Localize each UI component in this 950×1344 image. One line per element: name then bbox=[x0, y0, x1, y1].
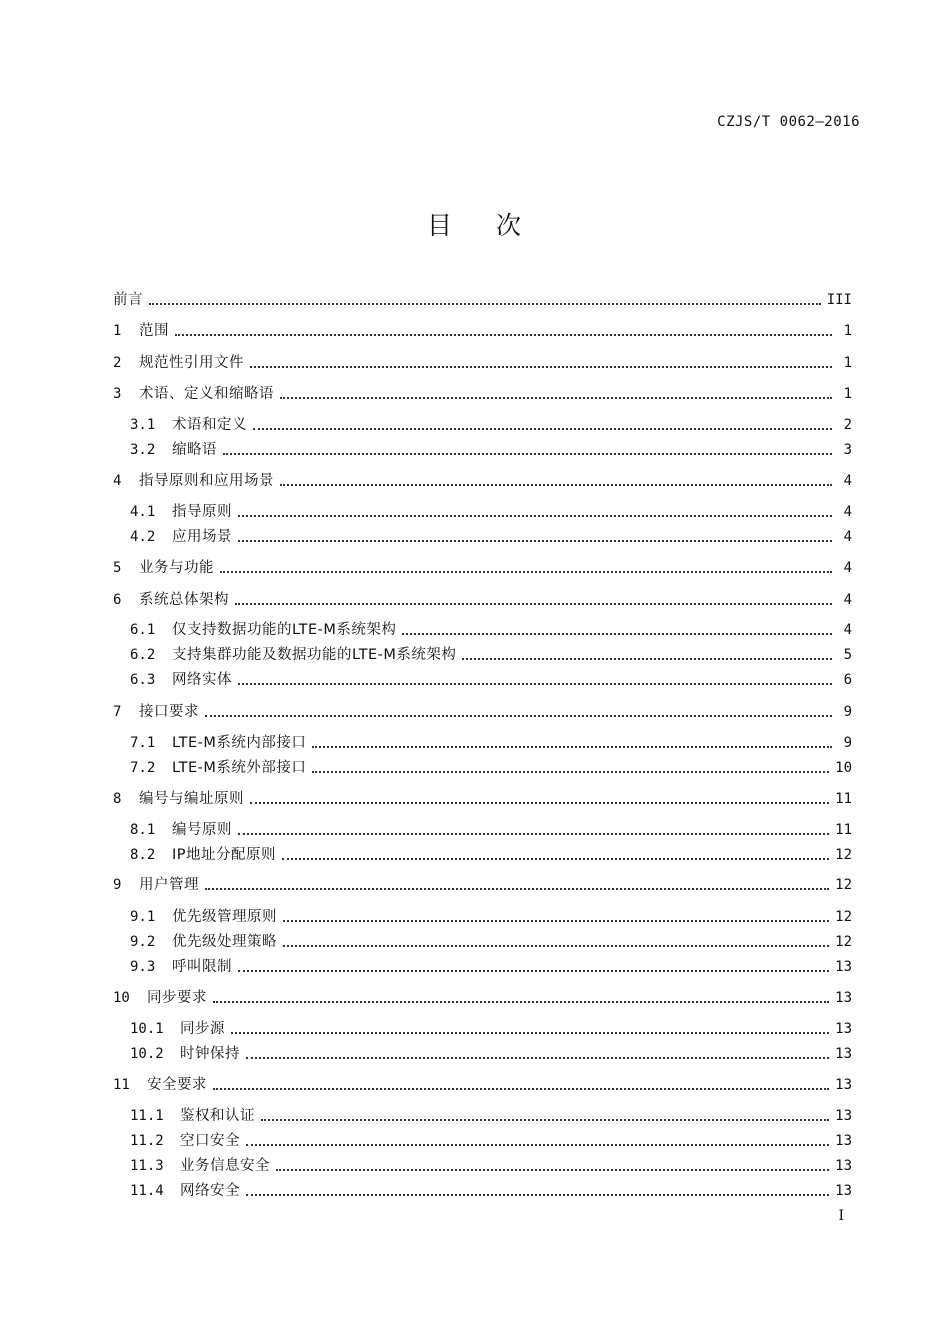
toc-entry-number: 7.2 bbox=[130, 760, 156, 776]
dot-leader bbox=[253, 427, 832, 430]
dot-leader bbox=[149, 302, 821, 305]
toc-entry-page: 12 bbox=[835, 847, 852, 863]
toc-entry[interactable] bbox=[0, 730, 852, 752]
toc-entry-number: 9.2 bbox=[130, 934, 156, 950]
toc-entry[interactable] bbox=[0, 1153, 852, 1175]
toc-entry-title: 缩略语 bbox=[172, 442, 217, 458]
toc-entry-label bbox=[130, 821, 232, 839]
toc-entry-number: 4.2 bbox=[130, 529, 156, 545]
dot-leader bbox=[283, 919, 829, 922]
toc-entry[interactable] bbox=[0, 954, 852, 976]
toc-entry-title: 网络安全 bbox=[180, 1183, 240, 1199]
toc-entry[interactable] bbox=[0, 904, 852, 926]
toc-entry-number: 3.2 bbox=[130, 442, 156, 458]
toc-entry[interactable] bbox=[0, 499, 852, 521]
toc-entry[interactable] bbox=[0, 381, 852, 403]
toc-entry-label bbox=[130, 1132, 240, 1150]
dot-leader bbox=[280, 396, 832, 399]
toc-entry-page: 1 bbox=[843, 386, 852, 402]
toc-entry-title: 网络实体 bbox=[172, 672, 232, 688]
toc-entry-number: 10.2 bbox=[130, 1046, 164, 1062]
toc-entry-number: 3 bbox=[113, 386, 122, 402]
toc-entry-page: 13 bbox=[835, 959, 852, 975]
dot-leader bbox=[250, 365, 832, 368]
toc-entry-label bbox=[130, 1045, 240, 1063]
dot-leader bbox=[238, 514, 832, 517]
title-char-2: 次 bbox=[496, 211, 524, 240]
toc-entry-number: 8.2 bbox=[130, 847, 156, 863]
toc-entry-page: 13 bbox=[835, 990, 852, 1006]
toc-entry-title: 规范性引用文件 bbox=[139, 355, 244, 371]
toc-entry-page: 9 bbox=[843, 704, 852, 720]
toc-entry-number: 6 bbox=[113, 592, 122, 608]
toc-entry-label bbox=[113, 591, 229, 609]
toc-entry-label bbox=[130, 846, 276, 864]
dot-leader bbox=[235, 602, 832, 605]
toc-entry-label bbox=[130, 1157, 270, 1175]
toc-entry-number: 6.3 bbox=[130, 672, 156, 688]
toc-entry[interactable] bbox=[0, 786, 852, 808]
toc-entry[interactable] bbox=[0, 1128, 852, 1150]
toc-entry[interactable] bbox=[0, 929, 852, 951]
toc-entry-title: 仅支持数据功能的LTE-M系统架构 bbox=[172, 622, 397, 638]
toc-entry-page: 12 bbox=[835, 934, 852, 950]
toc-entry[interactable] bbox=[0, 350, 852, 372]
toc-entry-title: LTE-M系统内部接口 bbox=[172, 735, 307, 751]
toc-entry-title: 应用场景 bbox=[172, 529, 232, 545]
toc-entry-title: 指导原则 bbox=[172, 504, 232, 520]
toc-entry-page: 13 bbox=[835, 1021, 852, 1037]
toc-entry-title: 用户管理 bbox=[139, 877, 199, 893]
dot-leader bbox=[280, 483, 832, 486]
toc-entry-title: 编号原则 bbox=[172, 822, 232, 838]
toc-entry-number: 8 bbox=[113, 791, 122, 807]
toc-entry-page: 4 bbox=[843, 504, 852, 520]
toc-entry-number: 1 bbox=[113, 323, 122, 339]
toc-entry-label bbox=[130, 1020, 225, 1038]
toc-entry[interactable] bbox=[0, 667, 852, 689]
toc-entry-title: IP地址分配原则 bbox=[172, 847, 277, 863]
toc-entry-label bbox=[130, 416, 247, 434]
toc-entry-number: 9.1 bbox=[130, 909, 156, 925]
toc-entry-label bbox=[113, 703, 199, 721]
toc-entry-page: 12 bbox=[835, 909, 852, 925]
title-char-1: 目 bbox=[426, 211, 454, 240]
toc-entry-page: 4 bbox=[843, 473, 852, 489]
toc-entry-page: III bbox=[826, 292, 852, 308]
toc-entry[interactable] bbox=[0, 985, 852, 1007]
dot-leader bbox=[238, 539, 832, 542]
toc-entry[interactable] bbox=[0, 1178, 852, 1200]
toc-entry-number: 6.1 bbox=[130, 622, 156, 638]
dot-leader bbox=[220, 570, 832, 573]
toc-entry-title: 前言 bbox=[113, 292, 143, 308]
toc-entry[interactable] bbox=[0, 1072, 852, 1094]
toc-entry-label bbox=[113, 354, 244, 372]
toc-entry-title: 业务信息安全 bbox=[180, 1158, 270, 1174]
toc-entry[interactable] bbox=[0, 1041, 852, 1063]
dot-leader bbox=[205, 714, 832, 717]
toc-entry[interactable] bbox=[0, 1016, 852, 1038]
dot-leader bbox=[175, 333, 832, 336]
toc-entry-label bbox=[113, 472, 274, 490]
toc-entry-page: 13 bbox=[835, 1133, 852, 1149]
toc-entry[interactable] bbox=[0, 412, 852, 434]
toc-entry-label bbox=[130, 908, 277, 926]
dot-leader bbox=[231, 1031, 829, 1034]
toc-entry-title: 安全要求 bbox=[147, 1077, 207, 1093]
document-code: CZJS/T 0062—2016 bbox=[717, 114, 860, 130]
toc-entry-title: 时钟保持 bbox=[180, 1046, 240, 1062]
toc-entry-number: 11.4 bbox=[130, 1183, 164, 1199]
toc-entry-title: 编号与编址原则 bbox=[139, 791, 244, 807]
toc-entry[interactable] bbox=[0, 587, 852, 609]
dot-leader bbox=[283, 944, 829, 947]
dot-leader bbox=[238, 682, 832, 685]
dot-leader bbox=[282, 857, 829, 860]
toc-entry[interactable] bbox=[0, 318, 852, 340]
dot-leader bbox=[246, 1193, 829, 1196]
toc-entry-number: 4.1 bbox=[130, 504, 156, 520]
toc-entry-page: 13 bbox=[835, 1077, 852, 1093]
toc-entry-number: 7.1 bbox=[130, 735, 156, 751]
toc-entry-number: 2 bbox=[113, 355, 122, 371]
toc-entry-page: 4 bbox=[843, 622, 852, 638]
toc-entry-page: 13 bbox=[835, 1046, 852, 1062]
toc-entry-number: 9.3 bbox=[130, 959, 156, 975]
dot-leader bbox=[205, 887, 829, 890]
toc-entry-page: 11 bbox=[835, 822, 852, 838]
toc-entry-title: 系统总体架构 bbox=[139, 592, 229, 608]
toc-entry-label bbox=[130, 1182, 240, 1200]
dot-leader bbox=[246, 1143, 829, 1146]
dot-leader bbox=[312, 745, 832, 748]
toc-entry-page: 3 bbox=[843, 442, 852, 458]
toc-entry[interactable] bbox=[0, 617, 852, 639]
toc-entry-page: 9 bbox=[843, 735, 852, 751]
dot-leader bbox=[238, 832, 829, 835]
toc-entry-title: 优先级处理策略 bbox=[172, 934, 277, 950]
dot-leader bbox=[462, 657, 832, 660]
toc-entry-number: 10 bbox=[113, 990, 130, 1006]
toc-entry-page: 12 bbox=[835, 877, 852, 893]
toc-entry-label bbox=[113, 876, 199, 894]
toc-entry-page: 6 bbox=[843, 672, 852, 688]
toc-entry-label bbox=[113, 559, 214, 577]
toc-entry-title: 优先级管理原则 bbox=[172, 909, 277, 925]
toc-entry-label bbox=[130, 503, 232, 521]
toc-entry-title: 指导原则和应用场景 bbox=[139, 473, 274, 489]
toc-entry-title: 空口安全 bbox=[180, 1133, 240, 1149]
dot-leader bbox=[238, 969, 829, 972]
toc-entry-page: 13 bbox=[835, 1158, 852, 1174]
toc-entry[interactable] bbox=[0, 437, 852, 459]
toc-entry-number: 7 bbox=[113, 704, 122, 720]
toc-entry-label bbox=[130, 759, 306, 777]
toc-entry-label bbox=[113, 790, 244, 808]
toc-entry-page: 1 bbox=[843, 323, 852, 339]
toc-entry-label bbox=[113, 385, 274, 403]
toc-entry-title: 接口要求 bbox=[139, 704, 199, 720]
toc-entry[interactable] bbox=[0, 1103, 852, 1125]
toc-entry-number: 6.2 bbox=[130, 647, 156, 663]
toc-entry-page: 5 bbox=[843, 647, 852, 663]
toc-entry-label bbox=[130, 933, 277, 951]
toc-entry-number: 11 bbox=[113, 1077, 130, 1093]
toc-entry-title: 支持集群功能及数据功能的LTE-M系统架构 bbox=[172, 647, 457, 663]
toc-entry-label bbox=[130, 671, 232, 689]
toc-entry-title: 业务与功能 bbox=[139, 560, 214, 576]
toc-entry-title: 术语、定义和缩略语 bbox=[139, 386, 274, 402]
toc-entry-title: 同步要求 bbox=[147, 990, 207, 1006]
toc-entry-number: 11.2 bbox=[130, 1133, 164, 1149]
toc-entry-label bbox=[113, 1076, 207, 1094]
toc-entry[interactable] bbox=[0, 842, 852, 864]
toc-entry-label bbox=[113, 989, 207, 1007]
toc-entry-title: 呼叫限制 bbox=[172, 959, 232, 975]
toc-entry-page: 2 bbox=[843, 417, 852, 433]
toc-entry-page: 4 bbox=[843, 592, 852, 608]
toc-entry-number: 11.1 bbox=[130, 1108, 164, 1124]
toc-entry[interactable] bbox=[0, 817, 852, 839]
toc-entry-number: 5 bbox=[113, 560, 122, 576]
toc-entry[interactable] bbox=[0, 468, 852, 490]
dot-leader bbox=[312, 770, 829, 773]
toc-entry-page: 13 bbox=[835, 1183, 852, 1199]
toc-entry-page: 10 bbox=[835, 760, 852, 776]
toc-entry-label bbox=[130, 621, 396, 639]
toc-entry-page: 1 bbox=[843, 355, 852, 371]
toc-entry-page: 4 bbox=[843, 529, 852, 545]
dot-leader bbox=[213, 1087, 829, 1090]
toc-entry-title: 鉴权和认证 bbox=[180, 1108, 255, 1124]
dot-leader bbox=[402, 632, 832, 635]
toc-entry[interactable] bbox=[0, 642, 852, 664]
toc-entry-number: 3.1 bbox=[130, 417, 156, 433]
dot-leader bbox=[261, 1118, 829, 1121]
toc-entry[interactable] bbox=[0, 524, 852, 546]
toc-entry-title: 术语和定义 bbox=[172, 417, 247, 433]
toc-entry[interactable] bbox=[0, 872, 852, 894]
toc-entry-label bbox=[130, 958, 232, 976]
toc-entry-title: 同步源 bbox=[180, 1021, 225, 1037]
toc-entry-number: 8.1 bbox=[130, 822, 156, 838]
toc-entry-title: 范围 bbox=[139, 323, 169, 339]
dot-leader bbox=[276, 1168, 829, 1171]
toc-entry-number: 4 bbox=[113, 473, 122, 489]
toc-entry-label bbox=[113, 291, 143, 309]
toc-entry-label bbox=[130, 441, 217, 459]
toc-entry-page: 11 bbox=[835, 791, 852, 807]
toc-entry-label bbox=[113, 322, 169, 340]
page-number: I bbox=[838, 1208, 844, 1224]
toc-entry[interactable] bbox=[0, 755, 852, 777]
toc-entry-page: 4 bbox=[843, 560, 852, 576]
toc-entry-number: 11.3 bbox=[130, 1158, 164, 1174]
toc-entry-label bbox=[130, 646, 456, 664]
dot-leader bbox=[213, 1000, 829, 1003]
toc-entry-label bbox=[130, 1107, 255, 1125]
dot-leader bbox=[246, 1056, 829, 1059]
toc-entry-page: 13 bbox=[835, 1108, 852, 1124]
toc-entry-number: 10.1 bbox=[130, 1021, 164, 1037]
toc-entry-number: 9 bbox=[113, 877, 122, 893]
dot-leader bbox=[223, 452, 832, 455]
dot-leader bbox=[250, 801, 829, 804]
toc-entry[interactable] bbox=[0, 287, 852, 309]
toc-entry-label bbox=[130, 734, 306, 752]
toc-entry-title: LTE-M系统外部接口 bbox=[172, 760, 307, 776]
toc-entry[interactable] bbox=[0, 555, 852, 577]
toc-entry-label bbox=[130, 528, 232, 546]
toc-entry[interactable] bbox=[0, 699, 852, 721]
